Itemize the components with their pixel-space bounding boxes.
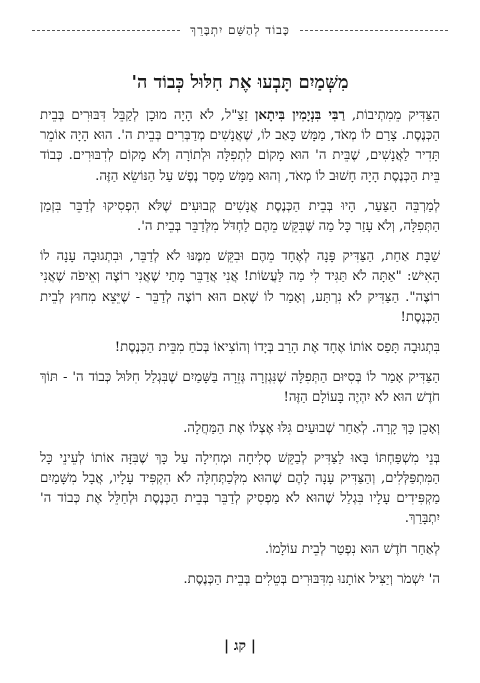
paragraph-7: בְּנֵי מִשְׁפַּחְתּוֹ בָּאוּ לַצַּדִּיק לְבַקֵּשׁ סְלִיחָה וּמְחִילָה עַל כָּךְ שֶׁבִּזָּה אוֹתוֹ לְעֵינֵי כָּל הַמִּתְפַּלְּלִים, וְהַצַּדִּיק עָנָה לָהֶם שֶׁהוּא מִלְּכַתְּחִלָּה לֹא הִקְפִּיד עָלָיו, אֲבָל מִשָּׁמַיִם מַקְפִּידִים עָלָיו בִּגְלַל שֶׁהוּא לֹא מַפְסִיק לְדַבֵּר בְּבֵית הַכְּנֶסֶת וּלְחַלֵּל אֶת כְּבוֹד ה' יִתְבָּרַךְ.	[40, 450, 440, 527]
paragraph-2: לְמַרְבֵּה הַצַּעַר, הָיוּ בְּבֵית הַכְּנֶסֶת אֲנָשִׁים קְבוּעִים שֶׁלֹּא הִפְסִיקוּ לְדַבֵּר בִּזְמַן הַתְּפִלָּה, וְלֹא עָזַר כָּל מַה שֶּׁבִּקֵּשׁ מֵהֶם לַחְדֹּל מִלְּדַבֵּר בְּבֵית ה'.	[40, 198, 440, 235]
paragraph-1-opening: הַצַּדִּיק מֵמִתְיבוֹת,	[344, 108, 440, 123]
header-rule-left	[32, 30, 180, 31]
running-header	[32, 18, 448, 42]
paragraph-9: ה' יִשְׁמֹר וְיַצִּיל אוֹתָנוּ מִדִּבּוּרִים בְּטֵלִים בְּבֵית הַכְּנֶסֶת.	[183, 571, 440, 587]
story-title: מִשְּׁמַיִם תָּבְעוּ אֶת חִלּוּל כְּבוֹד ה'	[131, 72, 349, 93]
story-body	[40, 106, 440, 600]
paragraph-5: הַצַּדִּיק אָמַר לוֹ בְּסִיּוּם הַתְּפִלָּה שֶׁנִּגְזְרָה גְּזֵרָה בַּשָּׁמַיִם שֶׁבִּגְלַל חִלּוּל כְּבוֹד ה' - תּוֹךְ חֹדֶשׁ הוּא לֹא יִהְיֶה בָּעוֹלָם הַזֶּה!	[40, 370, 440, 406]
header-rule-right	[300, 30, 448, 31]
paragraph-6: וְאָכֵן כָּךְ קָרָה. לְאַחַר שְׁבוּעַיִם גִּלּוּ אֶצְלוֹ אֶת הַמַּחֲלָה.	[183, 420, 440, 436]
rabbi-name: רַבִּי בִּנְיָמִין בִּיתָאן	[254, 108, 345, 123]
paragraph-8: לְאַחַר חֹדֶשׁ הוּא נִפְטַר לְבֵית עוֹלָמוֹ.	[264, 541, 440, 557]
running-header-text: כָּבוֹד לְהַשֵּׁם יִתְבָּרֵךְ	[190, 22, 290, 37]
paragraph-1-rest: זַצַ"ל, לֹא הָיָה מוּכָן לְקַבֵּל דִּבּוּרִים בְּבֵית הַכְּנֶסֶת. צָרַם לוֹ מְאֹד, מַמָּשׁ כָּאַב לוֹ, שֶׁאֲנָשִׁים מְדַבְּרִים בְּבֵית ה'. הוּא הָיָה אוֹמֵר תָּדִיר לַאֲנָשִׁים, שֶׁבֵּית ה' הוּא מָקוֹם לִתְפִלָּה וּלְתוֹרָה וְלֹא מָקוֹם לְדִבּוּרִים. כְּבוֹד בֵּית הַכְּנֶסֶת הָיָה חָשׁוּב לוֹ מְאֹד, וְהוּא מַמָּשׁ מָסַר נֶפֶשׁ עַל הַנּוֹשֵׂא הַזֶּה.	[40, 108, 440, 184]
paragraph-3: שַׁבָּת אַחַת, הַצַּדִּיק פָּנָה לְאֶחָד מֵהֶם וּבִקֵּשׁ מִמֶּנּוּ לֹא לְדַבֵּר, וּבִתְגוּבָה עָנָה לוֹ הָאִישׁ: "אַתָּה לֹא תַּגִּיד לִי מַה לַּעֲשׂוֹת! אֲנִי אֲדַבֵּר מָתַי שֶׁאֲנִי רוֹצֶה וְאֵיפֹה שֶׁאֲנִי רוֹצֶה". הַצַּדִּיק לֹא נִרְתַּע, וְאָמַר לוֹ שֶׁאִם הוּא רוֹצֶה לְדַבֵּר - שֶׁיֵּצֵא מִחוּץ לְבֵית הַכְּנֶסֶת!	[40, 249, 440, 325]
page-number: | קג |	[223, 638, 257, 654]
paragraph-1	[40, 106, 440, 187]
paragraph-4: בִּתְגוּבָה תָּפַס אוֹתוֹ אֶחָד אֶת הָרַב בְּיָדוֹ וְהוֹצִיאוֹ בְּכֹחַ מִבֵּית הַכְּנֶסֶת!	[114, 340, 440, 356]
